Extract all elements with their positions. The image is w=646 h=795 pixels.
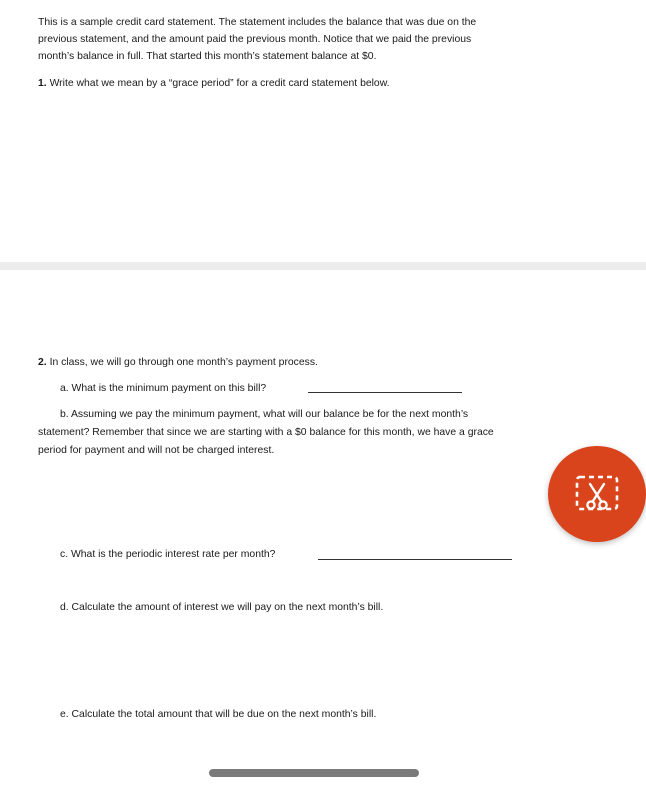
answer-blank-2c[interactable]	[318, 559, 512, 560]
question-2a: a. What is the minimum payment on this bill?	[60, 383, 267, 394]
question-2b-line-3: period for payment and will not be charged interest.	[38, 445, 275, 456]
question-2	[38, 354, 318, 371]
scissors-select-button[interactable]	[548, 446, 646, 542]
question-2b-line-2: statement? Remember that since we are starting with a $0 balance for this month, we have a grace	[38, 427, 494, 438]
question-2c: c. What is the periodic interest rate per month?	[60, 549, 276, 560]
question-2-text: In class, we will go through one month’s payment process.	[49, 357, 318, 368]
question-2-number: 2.	[38, 357, 47, 368]
question-2b-line-1: b. Assuming we pay the minimum payment, what will our balance be for the next month’s	[60, 409, 469, 420]
question-1	[38, 75, 390, 92]
document-page-1	[0, 0, 646, 262]
scissors-select-icon	[574, 474, 620, 514]
intro-line-2: previous statement, and the amount paid the previous month. Notice that we paid the previous	[38, 34, 472, 45]
intro-line-3: month’s balance in full. That started this month’s statement balance at $0.	[38, 51, 377, 62]
page-separator	[0, 262, 646, 270]
answer-blank-2a[interactable]	[308, 392, 462, 393]
question-1-text: Write what we mean by a “grace period” for a credit card statement below.	[49, 78, 390, 89]
question-2e: e. Calculate the total amount that will be due on the next month’s bill.	[60, 709, 377, 720]
intro-line-1: This is a sample credit card statement. The statement includes the balance that was due on the	[38, 17, 477, 28]
question-1-number: 1.	[38, 78, 47, 89]
home-indicator-bar[interactable]	[209, 769, 419, 777]
question-2d: d. Calculate the amount of interest we will pay on the next month’s bill.	[60, 602, 384, 613]
